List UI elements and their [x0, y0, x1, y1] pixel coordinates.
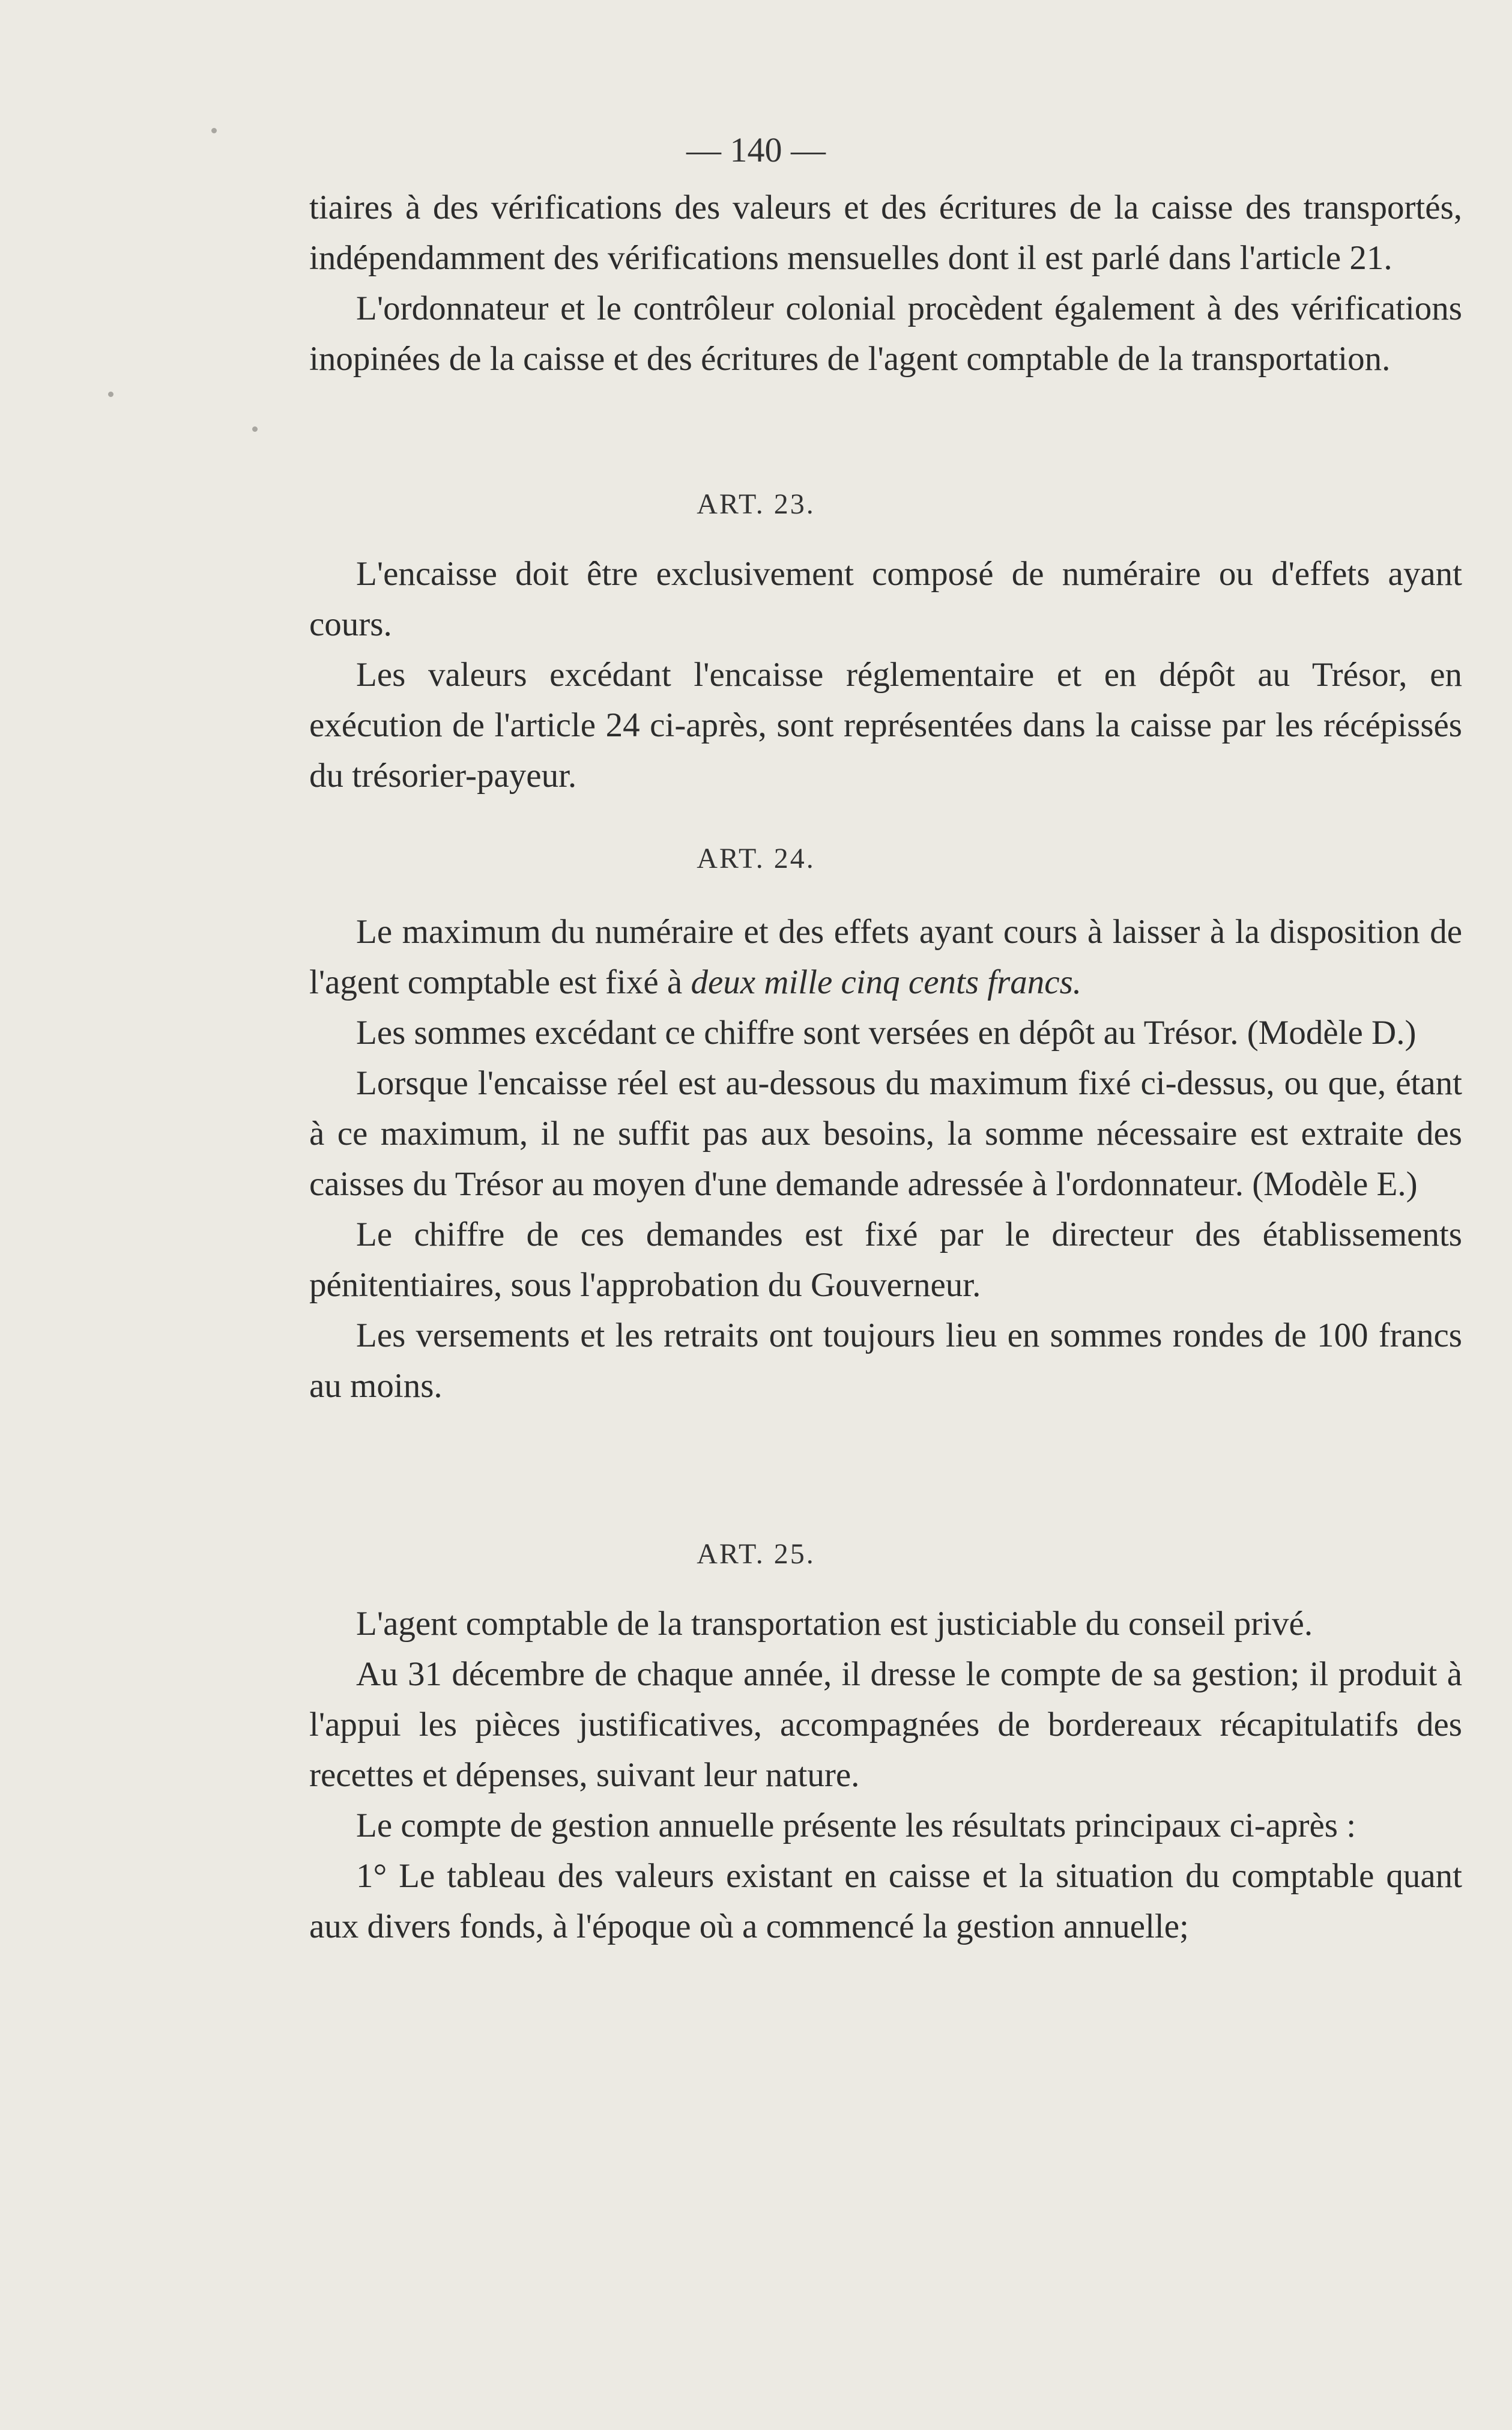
paragraph: L'ordonnateur et le contrôleur colonial procèdent également à des vérifications inopinées de la caisse et des écritures de l'agent comptable de la transportation. [309, 289, 1462, 378]
paragraph: Le chiffre de ces demandes est fixé par le directeur des établissements pénitentiaires, sous l'approbation du Gouverneur. [309, 1216, 1462, 1304]
paper-speck [108, 392, 113, 397]
paragraph: tiaires à des vérifications des valeurs et des écritures de la caisse des transportés, indépendamment des vérifications mensuelles dont il est parlé dans l'article 21. [309, 189, 1462, 277]
continued-text [309, 183, 1462, 384]
paragraph [309, 907, 1462, 1008]
paragraph: 1° Le tableau des valeurs existant en caisse et la situation du comptable quant aux divers fonds, à l'époque où a commencé la gestion annuelle; [309, 1857, 1462, 1945]
article-25-body [309, 1599, 1462, 1952]
paragraph: L'encaisse doit être exclusivement composé de numéraire ou d'effets ayant cours. [309, 555, 1462, 643]
paragraph: Le compte de gestion annuelle présente les résultats principaux ci-après : [356, 1807, 1356, 1844]
paragraph: Les sommes excédant ce chiffre sont versées en dépôt au Trésor. (Modèle D.) [356, 1014, 1417, 1052]
article-heading: ART. 25. [697, 1538, 815, 1570]
paper-speck [252, 426, 258, 432]
paragraph: Au 31 décembre de chaque année, il dresse le compte de sa gestion; il produit à l'appui les pièces justificatives, accompagnées de bordereaux récapitulatifs des recettes et dépenses, suivant leur nature. [309, 1655, 1462, 1794]
article-24-body [309, 907, 1462, 1411]
article-heading: ART. 23. [697, 488, 815, 520]
paragraph: Les valeurs excédant l'encaisse réglementaire et en dépôt au Trésor, en exécution de l'article 24 ci-après, sont représentées dans la caisse par les récépissés du trésorier-payeur. [309, 656, 1462, 795]
paragraph: Lorsque l'encaisse réel est au-dessous du maximum fixé ci-dessus, ou que, étant à ce maximum, il ne suffit pas aux besoins, la somme nécessaire est extraite des caisses du Trésor au moyen d'une demande adressée à l'ordonnateur. (Modèle E.) [309, 1064, 1462, 1203]
article-23-body [309, 549, 1462, 801]
paragraph: L'agent comptable de la transportation est justiciable du conseil privé. [356, 1605, 1313, 1643]
paragraph-text: Le maximum du numéraire et des effets ayant cours à laisser à la disposition de l'agent comptable est fixé à [309, 913, 1462, 1001]
italic-amount: deux mille cinq cents francs. [691, 963, 1082, 1001]
article-heading: ART. 24. [697, 843, 815, 874]
paragraph: Les versements et les retraits ont toujours lieu en sommes rondes de 100 francs au moins. [309, 1317, 1462, 1405]
page-number: — 140 — [686, 130, 826, 169]
